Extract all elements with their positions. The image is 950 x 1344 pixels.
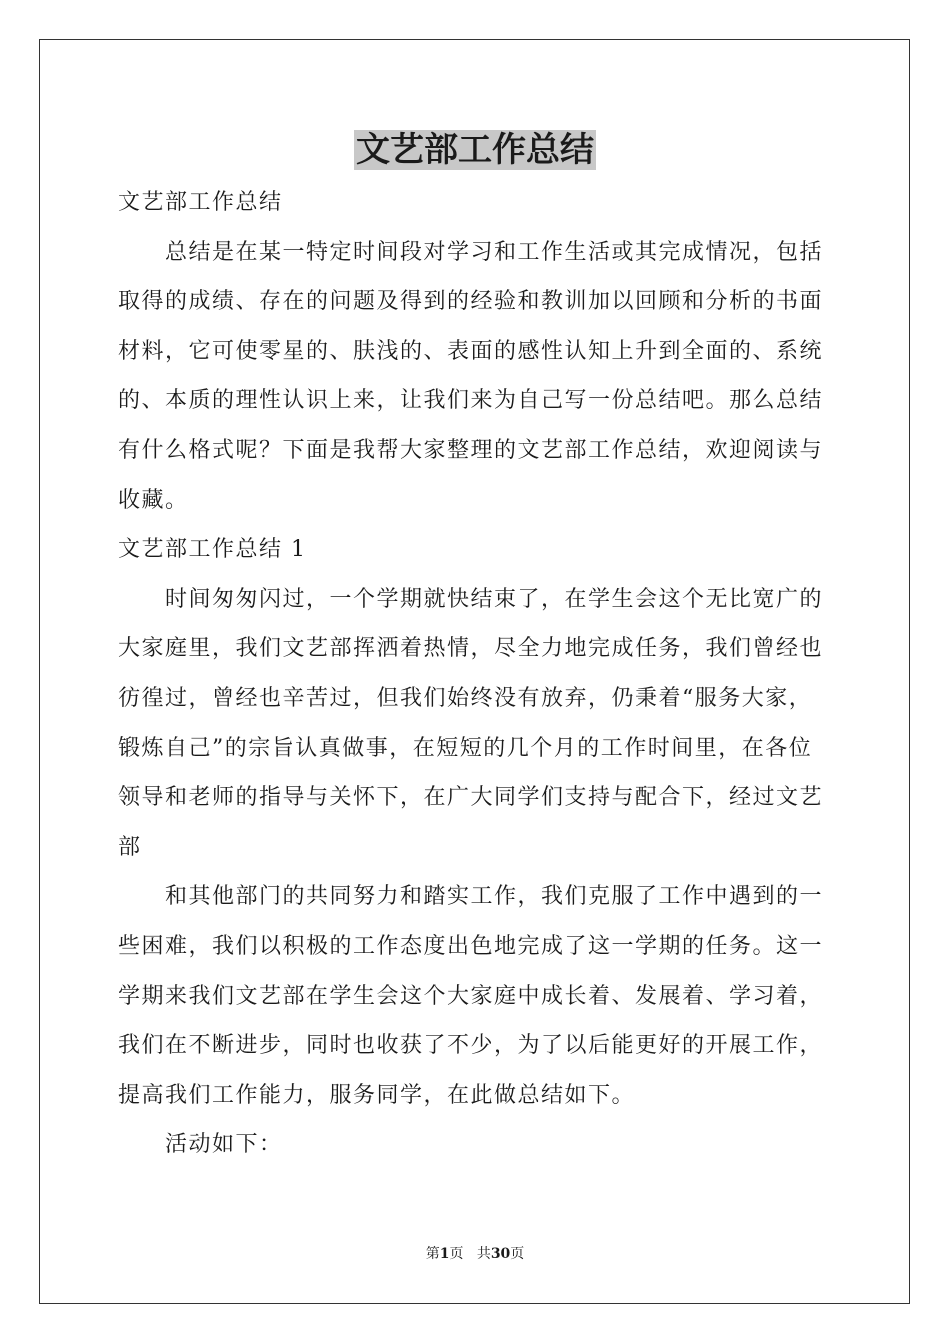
text-line: 部 [118,834,142,860]
text-line: 锻炼自己”的宗旨认真做事，在短短的几个月的工作时间里，在各位 [118,735,813,761]
document-title [0,128,950,172]
text-line: 取得的成绩、存在的问题及得到的经验和教训加以回顾和分析的书面 [118,289,824,315]
footer-total-suffix: 页 [510,1246,525,1262]
text-line: 时间匆匆闪过，一个学期就快结束了，在学生会这个无比宽广的 [165,586,824,612]
document-body [118,178,834,1170]
text-line: 文艺部工作总结 [118,190,283,215]
footer-page-number: 1 [439,1246,450,1262]
text-line: 领导和老师的指导与关怀下，在广大同学们支持与配合下，经过文艺 [118,785,824,811]
footer-total-prefix: 共 [476,1246,491,1262]
text-line: 大家庭里，我们文艺部挥洒着热情，尽全力地完成任务，我们曾经也 [118,636,824,662]
text-line: 总结是在某一特定时间段对学习和工作生活或其完成情况，包括 [165,239,824,265]
text-line: 我们在不断进步，同时也收获了不少，为了以后能更好的开展工作， [118,1033,824,1059]
document-title-text: 文艺部工作总结 [356,130,594,170]
text-line: 和其他部门的共同努力和踏实工作，我们克服了工作中遇到的一 [165,884,824,910]
text-line: 彷徨过，曾经也辛苦过，但我们始终没有放弃，仍秉着“服务大家， [118,685,813,711]
footer-page-suffix: 页 [449,1246,464,1262]
footer-page-prefix: 第 [425,1246,440,1262]
footer-total-pages: 30 [490,1246,511,1262]
text-line: 的、本质的理性认识上来，让我们来为自己写一份总结吧。那么总结 [118,388,824,414]
text-line: 提高我们工作能力，服务同学，在此做总结如下。 [118,1082,636,1108]
text-line: 有什么格式呢？下面是我帮大家整理的文艺部工作总结，欢迎阅读与 [118,437,824,463]
text-line: 文艺部工作总结 1 [118,537,307,563]
text-line: 活动如下： [165,1132,283,1158]
page-footer [0,1244,950,1264]
text-line: 材料，它可使零星的、肤浅的、表面的感性认知上升到全面的、系统 [118,338,824,364]
text-line: 些困难，我们以积极的工作态度出色地完成了这一学期的任务。这一 [118,933,824,959]
text-line: 收藏。 [118,487,189,513]
text-line: 学期来我们文艺部在学生会这个大家庭中成长着、发展着、学习着， [118,983,824,1009]
